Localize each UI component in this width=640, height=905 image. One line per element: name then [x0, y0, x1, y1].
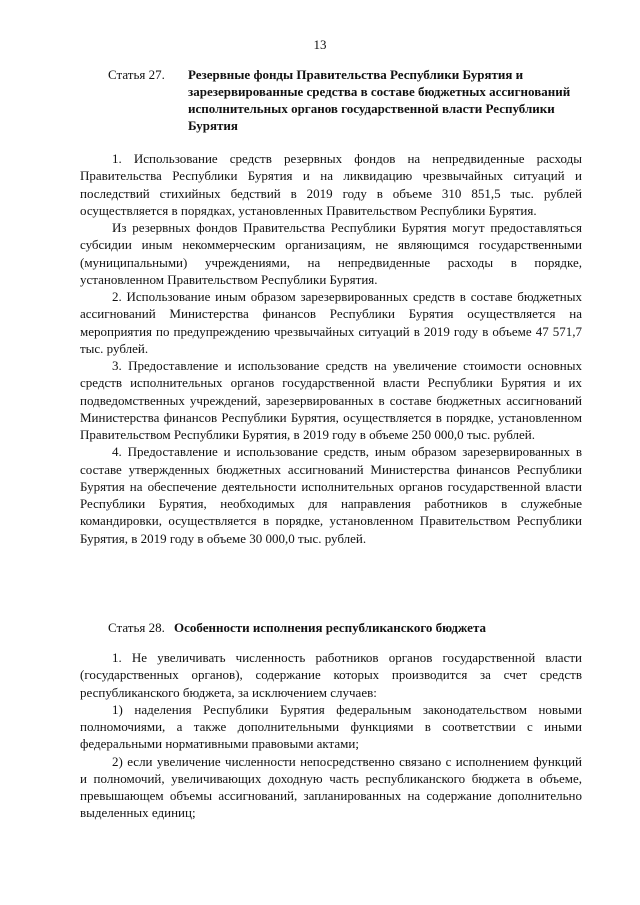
article-27-paragraph: Из резервных фондов Правительства Республики Бурятия могут предоставляться субсидии иным некоммерческим организациям, не являющимся государственными (муниципальными) учреждениями, на непредвиденные расходы в порядке, установленном Правительством Республики Бурятия.: [80, 220, 582, 287]
article-27-title: Резервные фонды Правительства Республики Бурятия и зарезервированные средства в составе бюджетных ассигнований исполнительных органов государственной власти Республики Бурятия: [188, 67, 571, 133]
article-27-label: Статья 27.: [108, 67, 165, 82]
article-28-label: Статья 28.: [108, 620, 165, 635]
article-28-paragraph: 2) если увеличение численности непосредственно связано с исполнением функций и полномочий, увеличивающих доходную часть республиканского бюджета в объеме, превышающем объемы ассигнований, запланированных на содержание дополнительно выделенных единиц;: [80, 753, 582, 821]
article-28-title: Особенности исполнения республиканского бюджета: [174, 620, 486, 635]
article-27-paragraph: 3. Предоставление и использование средств на увеличение стоимости основных средств исполнительных органов государственной власти Республики Бурятия и их подведомственных учреждений, зарезервированных в составе бюджетных ассигнований Министерства финансов Республики Бурятия, осуществляется в порядке, установленном Правительством Республики Бурятия, в 2019 году в объеме 250 000,0 тыс. рублей.: [80, 358, 582, 442]
article-27-paragraph: 2. Использование иным образом зарезервированных средств в составе бюджетных ассигнований Министерства финансов Республики Бурятия осуществляется на мероприятия по предупреждению чрезвычайных ситуаций в 2019 году в объеме 47 571,7 тыс. рублей.: [80, 289, 582, 356]
page-number: 13: [313, 37, 327, 52]
article-27-body: [80, 150, 582, 547]
article-28-paragraph: 1) наделения Республики Бурятия федеральным законодательством новыми полномочиями, а также дополнительными функциями в соответствии с иными федеральными нормативными правовыми актами;: [80, 701, 582, 752]
article-27-paragraph: 4. Предоставление и использование средств, иным образом зарезервированных в составе утвержденных бюджетных ассигнований Министерства финансов Республики Бурятия на обеспечение деятельности исполнительных органов государственной власти Республики Бурятия, необходимых для направления работников в служебные командировки, осуществляется в порядке, установленном Правительством Республики Бурятия, в 2019 году в объеме 30 000,0 тыс. рублей.: [80, 444, 582, 546]
article-28-body: [80, 649, 582, 822]
article-28-paragraph: 1. Не увеличивать численность работников органов государственной власти (государственных органов), содержание которых производится за счет средств республиканского бюджета, за исключением случаев:: [80, 650, 582, 700]
article-27-paragraph: 1. Использование средств резервных фондов на непредвиденные расходы Правительства Республики Бурятия и на ликвидацию чрезвычайных ситуаций и последствий стихийных бедствий в 2019 году в объеме 310 851,5 тыс. рублей осуществляется в порядках, установленных Правительством Республики Бурятия.: [80, 151, 582, 218]
